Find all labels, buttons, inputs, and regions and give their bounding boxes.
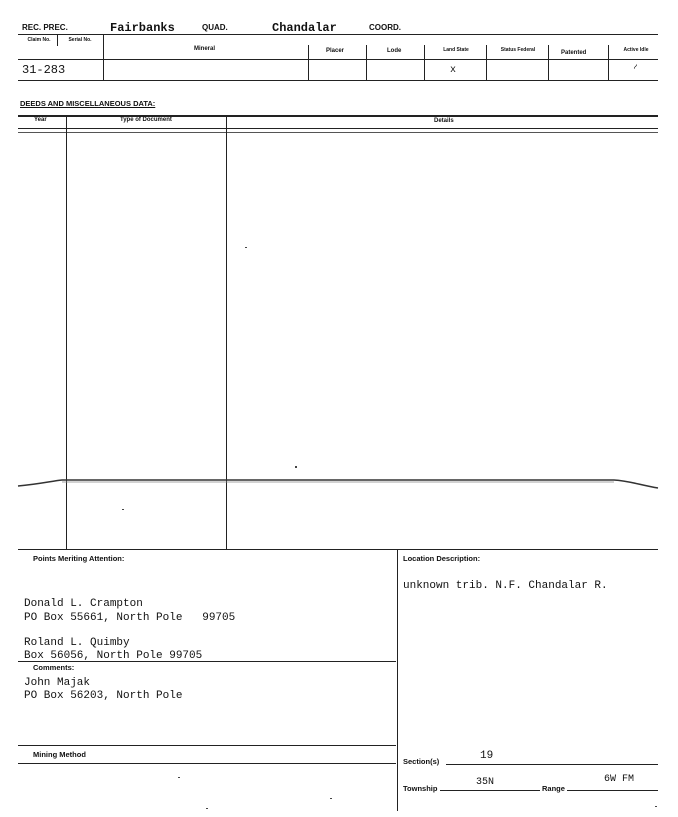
location-description: unknown trib. N.F. Chandalar R.: [403, 580, 608, 592]
speck: [295, 466, 297, 468]
deeds-header-rule-2: [18, 132, 658, 133]
quad-value: Chandalar: [272, 21, 337, 35]
range-value: 6W FM: [604, 774, 635, 785]
speck: [655, 806, 657, 807]
header-col-line: [608, 45, 609, 80]
idle-check-mark: ~: [630, 62, 644, 73]
rec-prec-value: Fairbanks: [110, 21, 175, 35]
header-col-line: [424, 45, 425, 80]
quad-label: QUAD.: [202, 23, 228, 32]
speck: [122, 509, 124, 510]
header-col-line: [103, 34, 104, 80]
header-col-line: [366, 45, 367, 80]
page-fold-line: [0, 470, 678, 500]
speck: [206, 808, 208, 809]
lode-label: Lode: [387, 48, 402, 54]
township-value-line: [440, 790, 540, 791]
mining-method-top-rule: [18, 745, 396, 746]
speck: [178, 777, 180, 778]
claimant-2-name: Roland L. Quimby: [24, 637, 130, 649]
section-label: Section(s): [403, 757, 440, 766]
section-value: 19: [480, 750, 494, 762]
claimant-1-name: Donald L. Crampton: [24, 598, 143, 610]
range-value-line: [567, 790, 658, 791]
land-state-value: x: [450, 65, 457, 76]
deeds-bottom-rule: [18, 549, 658, 550]
claim-no-value: 31-283: [22, 63, 66, 77]
location-divider: [397, 549, 398, 811]
active-idle-label: Active Idle: [623, 47, 649, 53]
comments-rule: [18, 661, 396, 662]
range-label: Range: [542, 784, 565, 793]
points-title: Points Meriting Attention:: [33, 554, 125, 563]
placer-label: Placer: [326, 48, 345, 54]
speck: [245, 247, 247, 248]
comments-address: PO Box 56203, North Pole: [24, 690, 183, 702]
mining-method-rule: [18, 763, 396, 764]
header-col-line: [548, 45, 549, 80]
location-title: Location Description:: [403, 554, 481, 563]
header-rule-3: [18, 80, 658, 81]
claim-no-label: Claim No.: [27, 37, 51, 43]
deeds-section-title: DEEDS AND MISCELLANEOUS DATA:: [20, 99, 156, 108]
header-col-line: [486, 45, 487, 80]
header-col-line: [308, 45, 309, 80]
claimant-1-address: PO Box 55661, North Pole 99705: [24, 612, 236, 624]
deeds-header-rule: [18, 128, 658, 129]
col-year-label: Year: [34, 117, 47, 123]
header-rule-2: [18, 59, 658, 60]
township-label: Township: [403, 784, 438, 793]
rec-prec-label: REC. PREC.: [22, 23, 68, 32]
col-details-label: Details: [434, 118, 454, 124]
status-federal-label: Status Federal: [500, 47, 536, 53]
section-value-line: [446, 764, 658, 765]
header-rule-1: [18, 34, 658, 35]
patented-label: Patented: [561, 50, 587, 56]
comments-name: John Majak: [24, 677, 91, 689]
header-col-line: [57, 34, 58, 46]
claimant-2-address: Box 56056, North Pole 99705: [24, 650, 203, 662]
speck: [330, 798, 332, 799]
deeds-top-rule: [18, 115, 658, 117]
comments-title: Comments:: [33, 663, 75, 672]
township-value: 35N: [476, 777, 495, 788]
mineral-label: Mineral: [194, 46, 216, 52]
col-type-label: Type of Document: [120, 117, 172, 123]
mining-method-title: Mining Method: [33, 750, 86, 759]
land-state-label: Land State: [443, 47, 469, 53]
serial-no-label: Serial No.: [68, 37, 92, 43]
coord-label: COORD.: [369, 23, 401, 32]
